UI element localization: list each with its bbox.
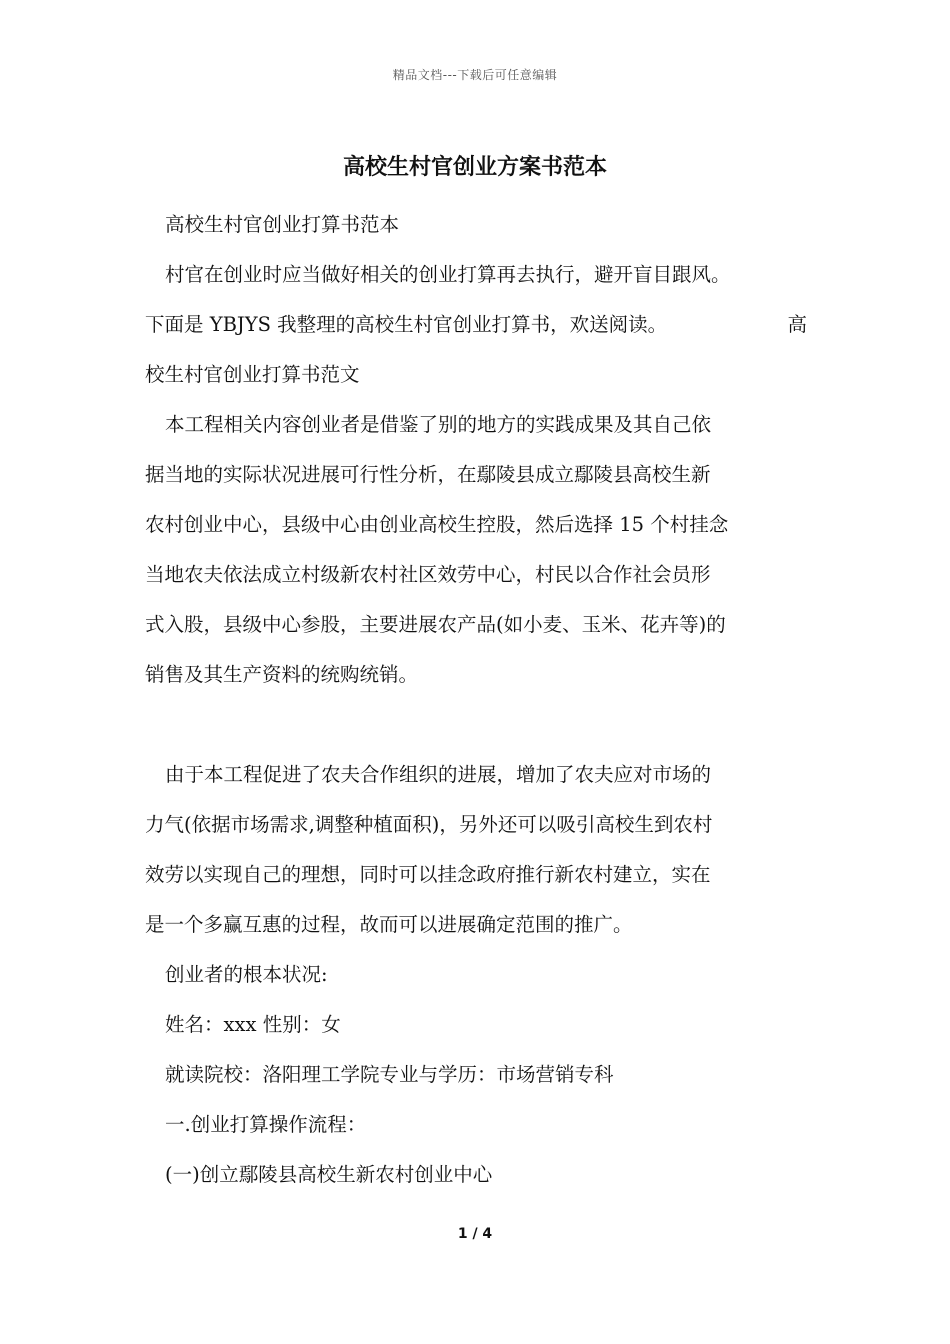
paragraph-line: 效劳以实现自己的理想，同时可以挂念政府推行新农村建立，实在 xyxy=(145,863,711,886)
paragraph-line xyxy=(145,300,807,350)
paragraph-line: 本工程相关内容创业者是借鉴了别的地方的实践成果及其自己依 xyxy=(165,413,712,436)
paragraph-line: 由于本工程促进了农夫合作组织的进展，增加了农夫应对市场的 xyxy=(165,763,712,786)
paragraph-line: 农村创业中心，县级中心由创业高校生控股，然后选择 15 个村挂念 xyxy=(145,513,729,536)
paragraph-line: 力气(依据市场需求,调整种植面积)，另外还可以吸引高校生到农村 xyxy=(145,813,713,836)
header-note: 精品文档---下载后可任意编辑 xyxy=(392,68,558,82)
paragraph-line: 村官在创业时应当做好相关的创业打算再去执行，避开盲目跟风。 xyxy=(165,263,731,286)
blank-line xyxy=(145,700,807,750)
paragraph-line: 据当地的实际状况进展可行性分析，在鄢陵县成立鄢陵县高校生新 xyxy=(145,463,711,486)
paragraph-line: 就读院校：洛阳理工学院专业与学历：市场营销专科 xyxy=(165,1063,614,1086)
paragraph-line: 销售及其生产资料的统购统销。 xyxy=(145,663,419,686)
page-number: 1 / 4 xyxy=(457,1226,493,1242)
paragraph-line: 姓名：xxx 性别：女 xyxy=(165,1013,341,1036)
section-heading: 一.创业打算操作流程： xyxy=(165,1113,367,1136)
subsection-heading: (一)创立鄢陵县高校生新农村创业中心 xyxy=(165,1163,493,1186)
paragraph-line: 当地农夫依法成立村级新农村社区效劳中心，村民以合作社会员形 xyxy=(145,563,711,586)
document-title: 高校生村官创业方案书范本 xyxy=(342,154,607,180)
document-body xyxy=(145,200,807,1200)
paragraph-line: 校生村官创业打算书范文 xyxy=(145,363,360,386)
paragraph-line: 创业者的根本状况: xyxy=(165,963,328,986)
paragraph-line: 式入股，县级中心参股，主要进展农产品(如小麦、玉米、花卉等)的 xyxy=(145,613,726,636)
subtitle-line: 高校生村官创业打算书范本 xyxy=(165,213,400,236)
paragraph-line: 是一个多赢互惠的过程，故而可以进展确定范围的推广。 xyxy=(145,913,633,936)
paragraph-text: 下面是 YBJYS 我整理的高校生村官创业打算书，欢送阅读。 xyxy=(145,313,668,336)
paragraph-text: 高 xyxy=(787,313,807,336)
